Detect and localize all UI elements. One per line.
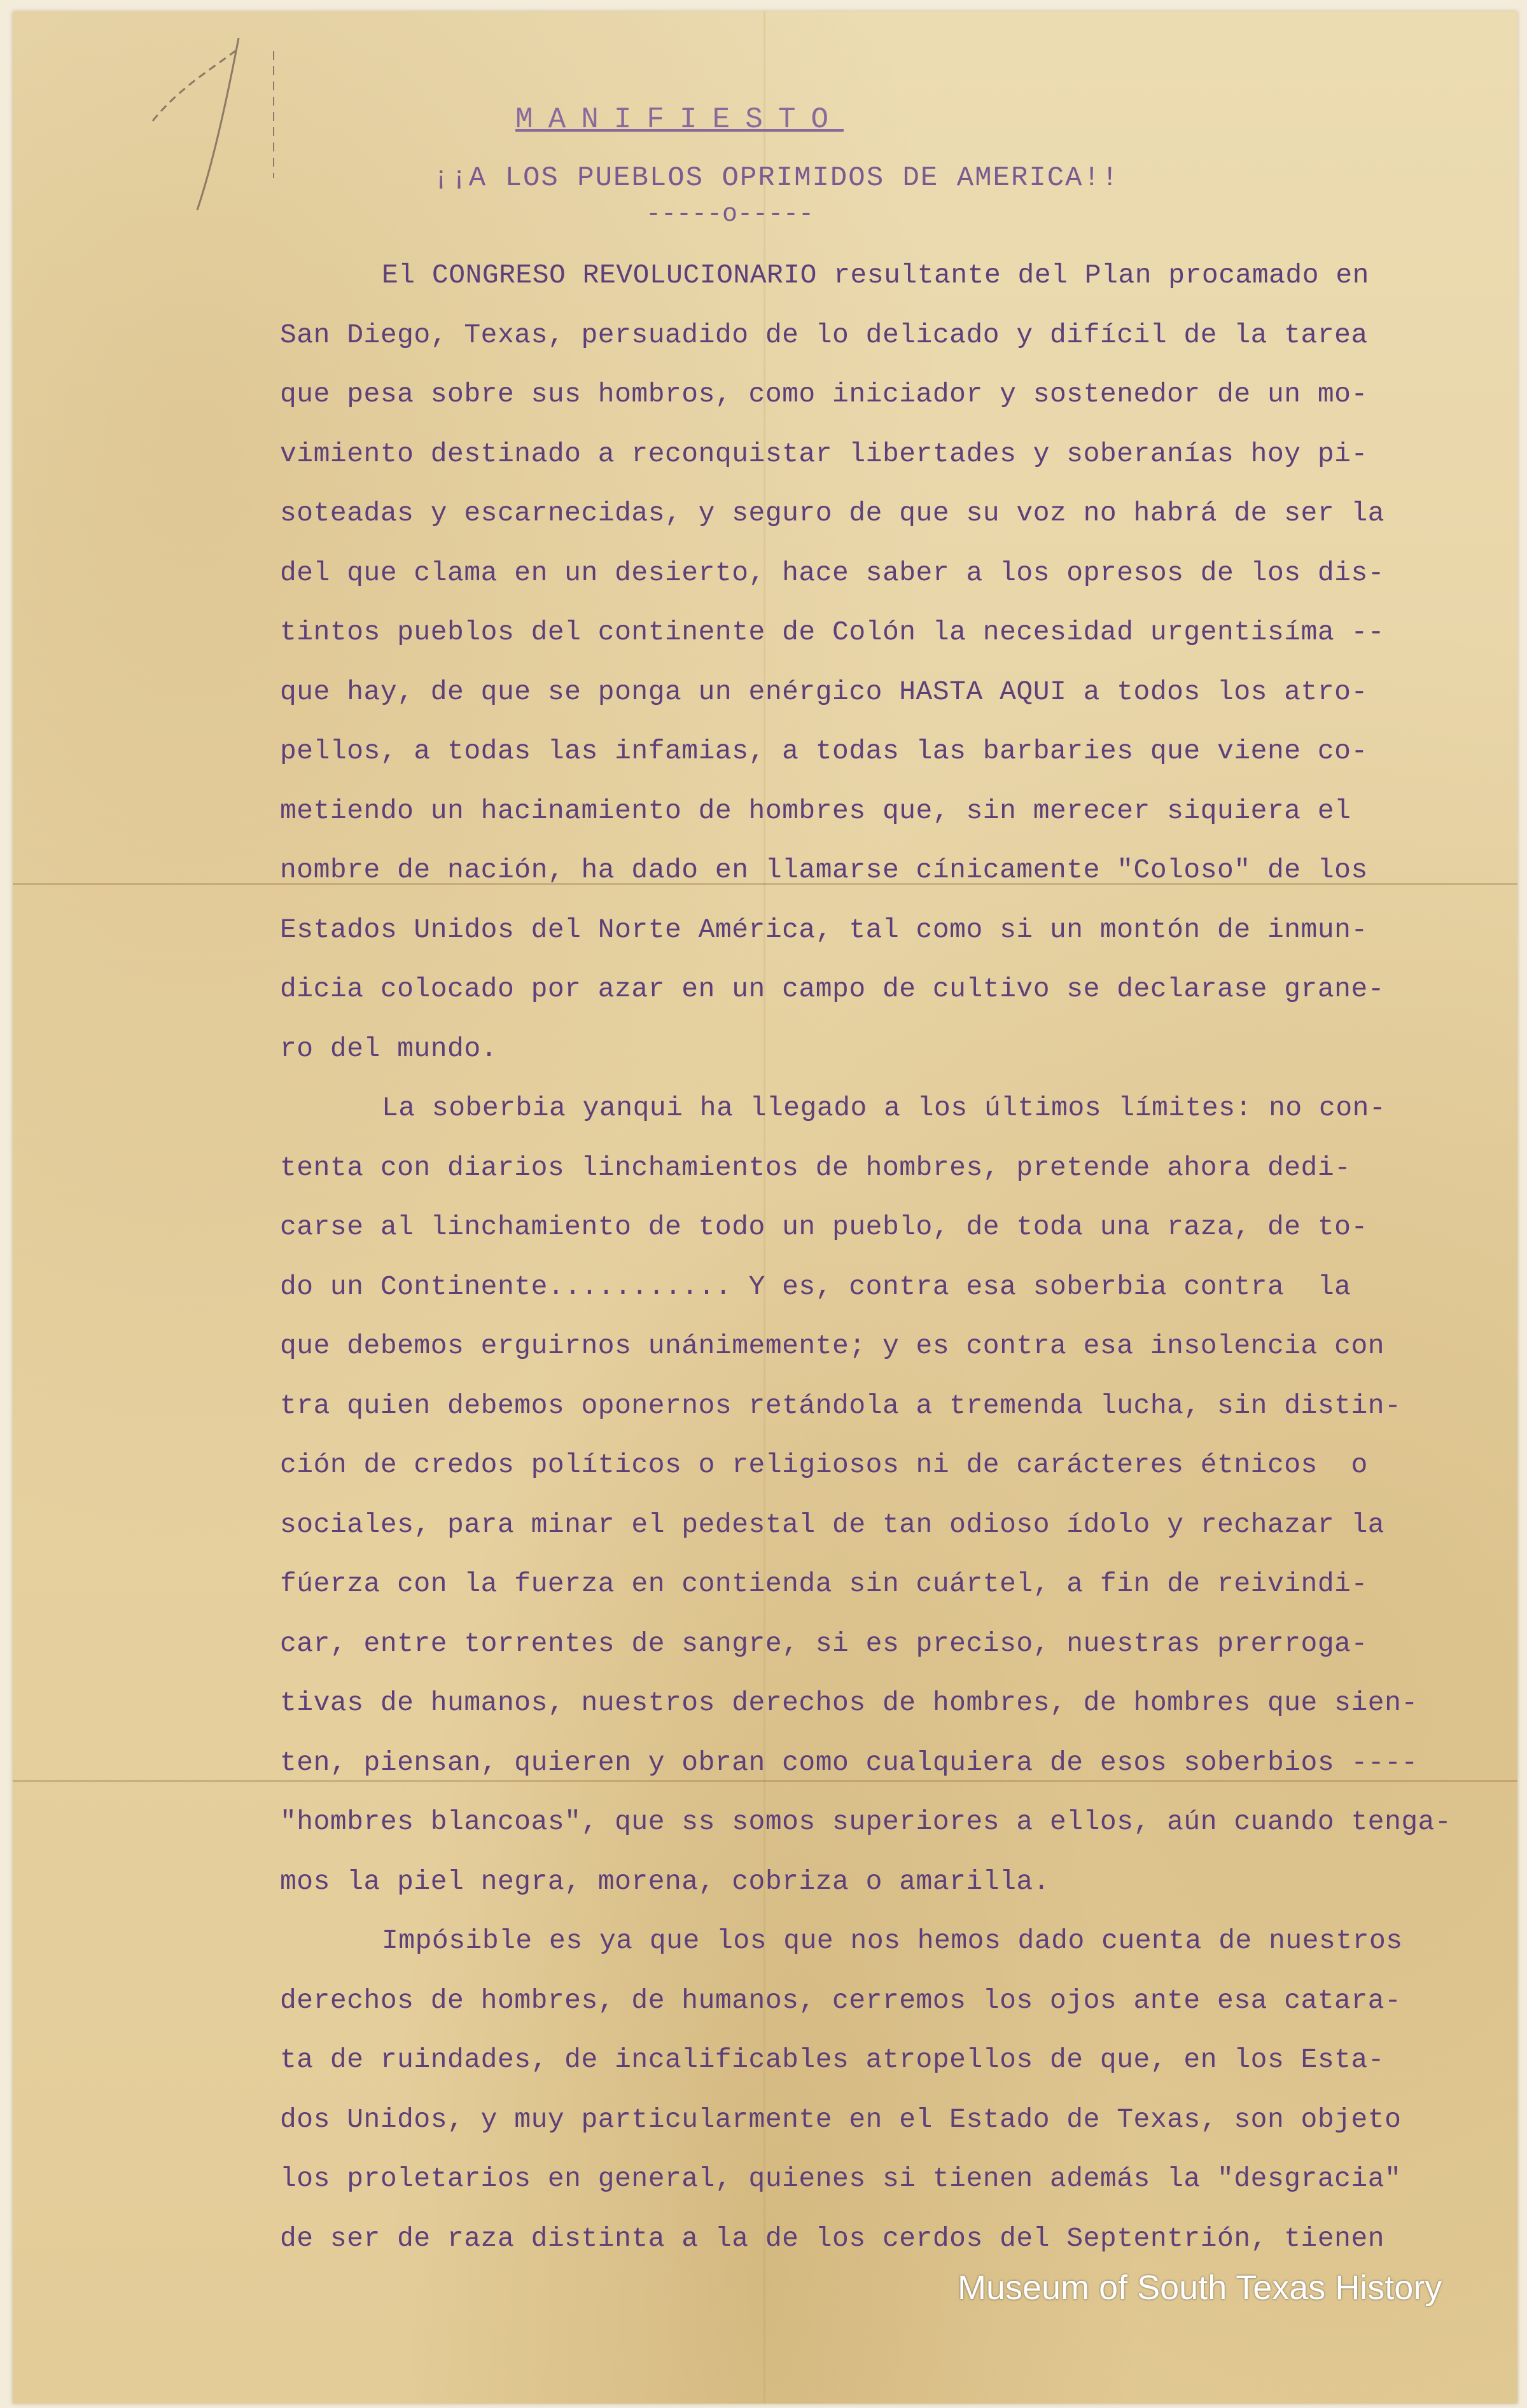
- text-line: tivas de humanos, nuestros derechos de hombres, de hombres que sien-: [280, 1687, 1418, 1718]
- text-line: El CONGRESO REVOLUCIONARIO resultante del Plan procamado en: [382, 260, 1369, 291]
- text-line: los proletarios en general, quienes si tienen además la "desgracia": [280, 2163, 1402, 2194]
- pencil-marks: [127, 25, 293, 216]
- text-line: "hombres blancoas", que ss somos superiores a ellos, aún cuando tenga-: [280, 1806, 1452, 1837]
- text-line: que hay, de que se ponga un enérgico HASTA AQUI a todos los atro-: [280, 676, 1368, 707]
- text-line: Estados Unidos del Norte América, tal como si un montón de inmun-: [280, 914, 1368, 945]
- text-line: San Diego, Texas, persuadido de lo delicado y difícil de la tarea: [280, 319, 1368, 351]
- text-line: tenta con diarios linchamientos de hombres, pretende ahora dedi-: [280, 1152, 1351, 1183]
- text-line: de ser de raza distinta a la de los cerdos del Septentrión, tienen: [280, 2222, 1385, 2254]
- text-line: del que clama en un desierto, hace saber a los opresos de los dis-: [280, 557, 1385, 588]
- text-line: metiendo un hacinamiento de hombres que, sin merecer siquiera el: [280, 795, 1351, 826]
- text-line: carse al linchamiento de todo un pueblo, de toda una raza, de to-: [280, 1211, 1368, 1242]
- text-line: fúerza con la fuerza en contienda sin cuártel, a fin de reivindi-: [280, 1568, 1368, 1599]
- text-line: derechos de hombres, de humanos, cerremos los ojos ante esa catara-: [280, 1984, 1402, 2016]
- text-line: dos Unidos, y muy particularmente en el Estado de Texas, son objeto: [280, 2103, 1402, 2135]
- text-line: pellos, a todas las infamias, a todas las barbaries que viene co-: [280, 735, 1368, 767]
- text-line: sociales, para minar el pedestal de tan odioso ídolo y rechazar la: [280, 1508, 1385, 1540]
- text-line: que debemos erguirnos unánimemente; y es contra esa insolencia con: [280, 1330, 1385, 1361]
- text-line: soteadas y escarnecidas, y seguro de que su voz no habrá de ser la: [280, 498, 1385, 529]
- text-line: que pesa sobre sus hombros, como iniciador y sostenedor de un mo-: [280, 379, 1368, 410]
- text-line: mos la piel negra, morena, cobriza o amarilla.: [280, 1865, 1050, 1897]
- text-line: dicia colocado por azar en un campo de cultivo se declarase grane-: [280, 973, 1385, 1005]
- museum-watermark: Museum of South Texas History: [958, 2269, 1442, 2307]
- title-divider: -----o-----: [646, 200, 814, 229]
- text-line: ta de ruindades, de incalificables atropellos de que, en los Esta-: [280, 2044, 1385, 2075]
- document-title: MANIFIESTO: [515, 103, 844, 136]
- text-line: La soberbia yanqui ha llegado a los últimos límites: no con-: [382, 1092, 1386, 1124]
- text-line: nombre de nación, ha dado en llamarse cínicamente "Coloso" de los: [280, 854, 1368, 886]
- text-line: tra quien debemos oponernos retándola a tremenda lucha, sin distin-: [280, 1389, 1402, 1421]
- text-line: Impósible es ya que los que nos hemos dado cuenta de nuestros: [382, 1925, 1403, 1956]
- document-subtitle: ¡¡A LOS PUEBLOS OPRIMIDOS DE AMERICA!!: [433, 162, 1120, 194]
- text-line: ten, piensan, quieren y obran como cualquiera de esos soberbios ----: [280, 1746, 1418, 1778]
- text-line: ro del mundo.: [280, 1033, 498, 1064]
- text-line: do un Continente........... Y es, contra esa soberbia contra la: [280, 1270, 1351, 1302]
- text-line: car, entre torrentes de sangre, si es preciso, nuestras prerroga-: [280, 1627, 1368, 1659]
- text-line: ción de credos políticos o religiosos ni de carácteres étnicos o: [280, 1449, 1368, 1480]
- text-line: tintos pueblos del continente de Colón la necesidad urgentisíma --: [280, 616, 1385, 648]
- text-line: vimiento destinado a reconquistar libertades y soberanías hoy pi-: [280, 438, 1368, 470]
